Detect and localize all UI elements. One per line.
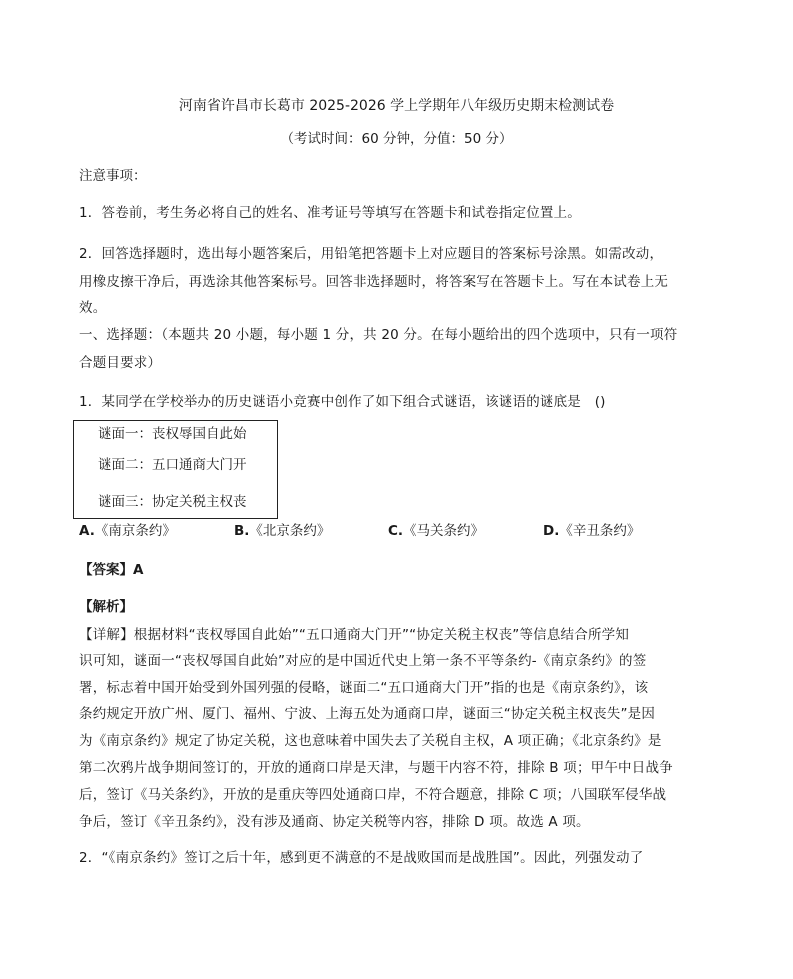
notice-item-2-line-3: 效。 <box>79 300 107 316</box>
explanation-line-6: 第二次鸦片战争期间签订的，开放的通商口岸是天津，与题干内容不符，排除 B 项；甲午中日战争 <box>79 760 673 776</box>
explanation-line-4: 条约规定开放广州、厦门、福州、宁波、上海五处为通商口岸，谜面三“协定关税主权丧失”是因 <box>79 706 656 722</box>
option-b-text: 《北京条约》 <box>249 523 331 539</box>
option-d <box>543 522 640 540</box>
explanation-line-7: 后，签订《马关条约》，开放的是重庆等四处通商口岸，不符合题意，排除 C 项；八国联军侵华战 <box>79 787 667 803</box>
notice-heading: 注意事项： <box>79 168 147 184</box>
riddle-box <box>73 420 278 519</box>
explanation-line-1: 【详解】根据材料“丧权辱国自此始”“五口通商大门开”“协定关税主权丧”等信息结合所学知 <box>79 627 630 643</box>
answer-label: 【答案】A <box>79 562 144 578</box>
analysis-heading: 【解析】 <box>79 599 133 615</box>
explanation-line-5: 为《南京条约》规定了协定关税，这也意味着中国失去了关税自主权，A 项正确；《北京条约》是 <box>79 733 662 749</box>
option-a <box>79 522 176 540</box>
explanation-line-2: 识可知，谜面一“丧权辱国自此始”对应的是中国近代史上第一条不平等条约-《南京条约》的签 <box>79 653 647 669</box>
exam-title: 河南省许昌市长葛市 2025-2026 学上学期年八年级历史期末检测试卷 <box>178 98 615 114</box>
exam-subtitle: （考试时间：60 分钟，分值：50 分） <box>280 131 513 147</box>
riddle-1: 谜面一：丧权辱国自此始 <box>98 426 247 442</box>
option-a-letter: A. <box>79 523 95 539</box>
explanation-line-8: 争后，签订《辛丑条约》，没有涉及通商、协定关税等内容，排除 D 项。故选 A 项。 <box>79 814 590 830</box>
question-1-stem: 1．某同学在学校举办的历史谜语小竞赛中创作了如下组合式谜语，该谜语的谜底是 () <box>79 394 606 410</box>
option-b <box>234 522 330 540</box>
question-2-stem: 2．“《南京条约》签订之后十年，感到更不满意的不是战败国而是战胜国”。因此，列强发动了 <box>79 850 644 866</box>
riddle-3: 谜面三：协定关税主权丧 <box>98 494 247 510</box>
option-c-text: 《马关条约》 <box>403 523 485 539</box>
option-b-letter: B. <box>234 523 250 539</box>
riddle-2: 谜面二：五口通商大门开 <box>98 457 247 473</box>
notice-item-2-line-1: 2．回答选择题时，选出每小题答案后，用铅笔把答题卡上对应题目的答案标号涂黑。如需改动， <box>79 246 664 262</box>
option-d-text: 《辛丑条约》 <box>559 523 641 539</box>
option-d-letter: D. <box>543 523 560 539</box>
option-c-letter: C. <box>388 523 404 539</box>
notice-item-1: 1．答卷前，考生务必将自己的姓名、准考证号等填写在答题卡和试卷指定位置上。 <box>79 205 581 221</box>
option-a-text: 《南京条约》 <box>94 523 176 539</box>
explanation-line-3: 署，标志着中国开始受到外国列强的侵略，谜面二“五口通商大门开”指的也是《南京条约》，该 <box>79 680 649 696</box>
section-1-heading-line-1: 一、选择题：（本题共 20 小题，每小题 1 分，共 20 分。在每小题给出的四个选项中，只有一项符 <box>79 327 678 343</box>
option-c <box>388 522 484 540</box>
notice-item-2-line-2: 用橡皮擦干净后，再选涂其他答案标号。回答非选择题时，将答案写在答题卡上。写在本试卷上无 <box>79 274 669 290</box>
section-1-heading-line-2: 合题目要求） <box>79 355 162 371</box>
